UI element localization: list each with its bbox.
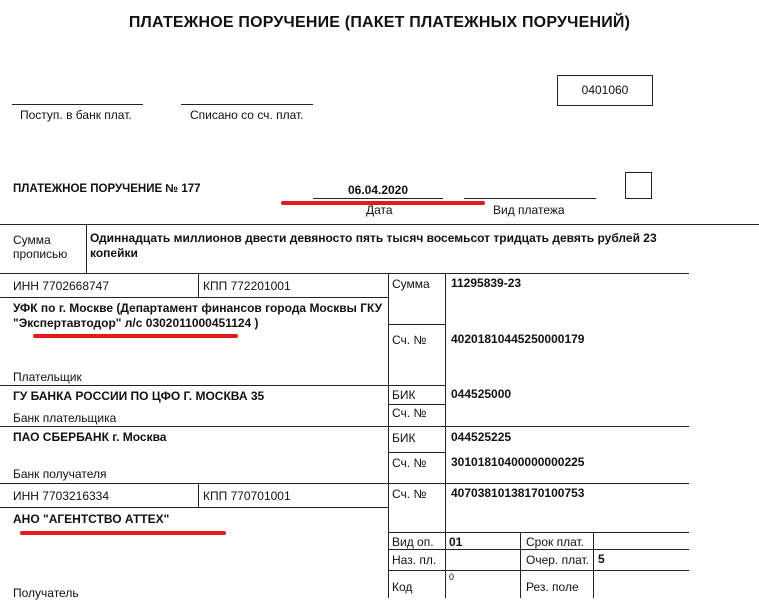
details-row3-line (388, 570, 689, 571)
op-type-label: Вид оп. (392, 535, 434, 549)
recipient-bik-line (388, 452, 445, 453)
payer-bik-line (388, 404, 445, 405)
priority-value: 5 (598, 552, 605, 566)
payer-bank-acc-label: Сч. № (392, 406, 427, 420)
payer-account-value: 40201810445250000179 (451, 332, 585, 346)
amount-bottom-line (388, 324, 445, 325)
recipient-bank-bik: 044525225 (451, 430, 512, 444)
op-type-value: 01 (449, 535, 463, 549)
recipient-bank-label: Банк получателя (13, 467, 107, 481)
payer-highlight-line (33, 334, 238, 338)
amount-words-top-line (0, 224, 759, 225)
payer-bank-bik-label: БИК (392, 388, 416, 402)
payer-inn-line (0, 297, 388, 298)
bank-received-label: Поступ. в банк плат. (20, 108, 132, 122)
amount-words-value: Одиннадцать миллионов двести девяносто пять тысяч восемьсот тридцать девять рублей 23 копейки (90, 231, 657, 260)
payer-account-label: Сч. № (392, 333, 427, 347)
recipient-inn-kpp-divider (198, 483, 199, 507)
payer-top-line (0, 273, 689, 274)
debited-label: Списано со сч. плат. (190, 108, 304, 122)
amount-words-label-2: прописью (13, 247, 68, 261)
payer-bank-name: ГУ БАНКА РОССИИ ПО ЦФО Г. МОСКВА 35 (13, 389, 265, 403)
amount-value: 11295839-23 (451, 276, 522, 290)
amount-words-label-1: Сумма (13, 233, 51, 247)
status-box (625, 172, 652, 199)
order-date: 06.04.2020 (347, 183, 409, 197)
payer-label: Плательщик (13, 370, 82, 384)
amount-words-divider (86, 224, 87, 273)
term-label: Срок плат. (526, 535, 585, 549)
payer-kpp: КПП 772201001 (203, 279, 291, 293)
details-divider-2 (593, 532, 594, 598)
payer-bank-bik: 044525000 (451, 387, 512, 401)
recipient-inn-line (0, 507, 388, 508)
amount-words-label (13, 233, 67, 261)
debited-line (181, 104, 313, 105)
date-label: Дата (366, 203, 393, 217)
payment-type-label: Вид платежа (493, 203, 565, 217)
priority-label: Очер. плат. (526, 553, 590, 567)
payer-name: УФК по г. Москве (Департамент финансов города Москвы ГКУ "Экспертавтодор" л/с 0302011000451124 ) (13, 301, 383, 330)
recipient-bank-name: ПАО СБЕРБАНК г. Москва (13, 430, 167, 444)
recipient-acc: 40703810138170100753 (451, 486, 585, 500)
payer-bottom-line (0, 385, 445, 386)
recipient-bank-bottom-line (0, 483, 689, 484)
document-title: ПЛАТЕЖНОЕ ПОРУЧЕНИЕ (ПАКЕТ ПЛАТЕЖНЫХ ПОРУЧЕНИЙ) (128, 14, 631, 31)
recipient-inn: ИНН 7703216334 (13, 489, 110, 503)
form-code: 0401060 (581, 83, 629, 97)
code-label: Код (392, 580, 413, 594)
recipient-bank-acc: 30101810400000000225 (451, 455, 585, 469)
date-line (313, 198, 443, 199)
purpose-label: Наз. пл. (392, 553, 437, 567)
recipient-label: Получатель (13, 586, 79, 600)
payment-type-line (464, 198, 596, 199)
recipient-bank-acc-label: Сч. № (392, 456, 427, 470)
details-row2-line (388, 549, 689, 550)
recipient-kpp: КПП 770701001 (203, 489, 291, 503)
amount-label: Сумма (392, 277, 430, 291)
details-divider-1 (520, 532, 521, 598)
recipient-acc-label: Сч. № (392, 487, 427, 501)
payer-inn: ИНН 7702668747 (13, 279, 110, 293)
payer-bank-label: Банк плательщика (13, 411, 117, 425)
details-top-line (388, 532, 689, 533)
order-number: ПЛАТЕЖНОЕ ПОРУЧЕНИЕ № 177 (13, 183, 201, 195)
recipient-highlight-line (20, 531, 226, 535)
code-value: 0 (449, 572, 455, 582)
payer-inn-kpp-divider (198, 273, 199, 297)
reserve-label: Рез. поле (526, 580, 579, 594)
recipient-bank-bik-label: БИК (392, 431, 416, 445)
payer-bank-bottom-line (0, 426, 689, 427)
form-code-box (557, 75, 653, 106)
bank-received-line (12, 104, 143, 105)
recipient-name: АНО "АГЕНТСТВО АТТЕХ" (13, 512, 170, 526)
